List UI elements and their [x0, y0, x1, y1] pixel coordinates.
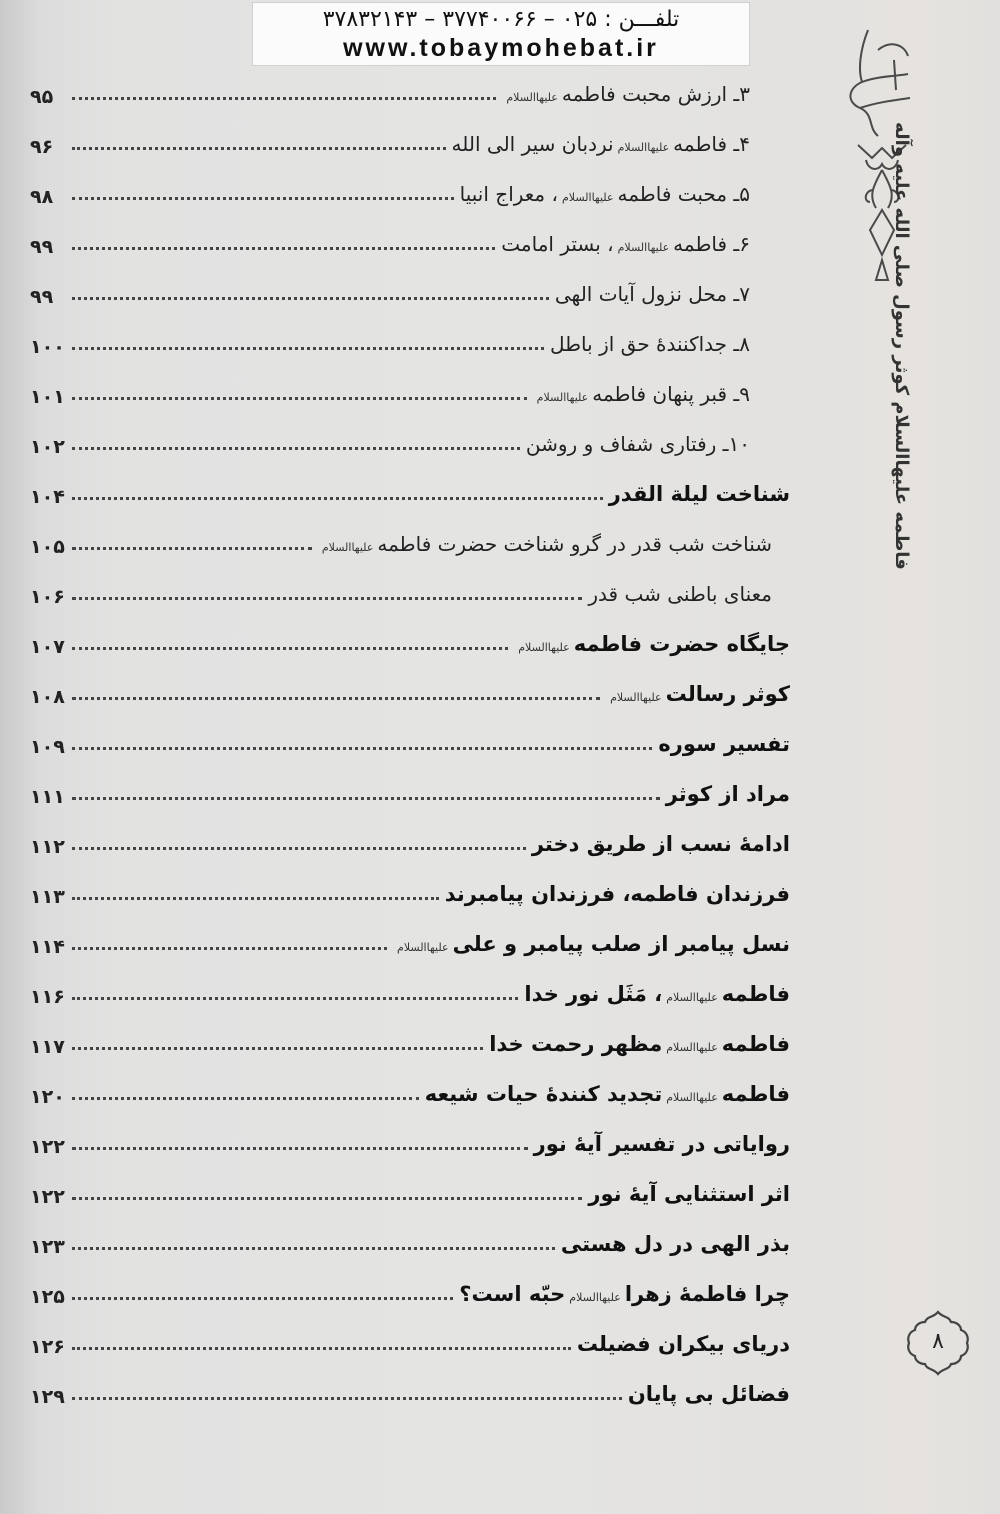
toc-entry[interactable]	[30, 428, 810, 478]
dot-leader	[72, 1096, 419, 1100]
toc-page-number: ۱۰۵	[30, 536, 65, 558]
dot-leader	[72, 946, 387, 950]
toc-title: نسل پیامبر از صلب پیامبر و علی	[452, 932, 790, 956]
toc-title: فضائل بی پایان	[627, 1382, 790, 1406]
toc-title-line	[577, 1328, 790, 1360]
phone-line	[253, 6, 749, 34]
toc-title: چرا فاطمهٔ زهرا	[624, 1282, 790, 1306]
toc-title-line	[445, 878, 790, 910]
toc-title-line	[524, 978, 790, 1010]
toc-title: جایگاه حضرت فاطمه	[573, 632, 790, 656]
toc-page-number: ۱۱۳	[30, 886, 65, 908]
dot-leader	[72, 996, 518, 1000]
honorific-glyph-icon: علیهاالسلام	[397, 941, 449, 954]
dot-leader	[72, 646, 508, 650]
honorific-glyph-icon: علیهاالسلام	[561, 191, 614, 204]
dot-leader	[72, 246, 495, 250]
toc-page-number: ۹۸	[30, 186, 54, 208]
toc-entry[interactable]	[30, 928, 810, 978]
toc-title-line	[561, 1228, 790, 1260]
toc-title-line	[534, 1128, 790, 1160]
toc-entry[interactable]	[30, 1378, 810, 1428]
toc-entry[interactable]	[30, 878, 810, 928]
honorific-glyph-icon: علیهاالسلام	[617, 241, 670, 254]
toc-title: فاطمه	[721, 1032, 790, 1056]
publisher-banner	[252, 2, 750, 66]
toc-title-line	[658, 728, 790, 760]
toc-entry[interactable]	[30, 1328, 810, 1378]
toc-title-line	[501, 228, 750, 260]
toc-title: ۵ـ محبت فاطمه	[617, 182, 750, 206]
toc-title: کوثر رسالت	[665, 682, 790, 706]
toc-entry[interactable]	[30, 78, 810, 128]
dot-leader	[72, 746, 652, 750]
toc-title-line	[532, 828, 790, 860]
toc-page-number: ۱۲۶	[30, 1336, 65, 1358]
toc-entry[interactable]	[30, 478, 810, 528]
toc-page-number: ۱۰۶	[30, 586, 65, 608]
toc-title-line	[460, 178, 750, 210]
toc-title-suffix: مظهر رحمت خدا	[489, 1032, 663, 1056]
toc-entry[interactable]	[30, 228, 810, 278]
honorific-glyph-icon: علیهاالسلام	[518, 641, 570, 654]
toc-title-line	[502, 78, 750, 110]
toc-entry[interactable]	[30, 978, 810, 1028]
dot-leader	[72, 1296, 453, 1300]
dot-leader	[72, 546, 312, 550]
toc-title-line	[459, 1278, 790, 1310]
toc-page-number: ۹۹	[30, 286, 54, 308]
toc-page-number: ۱۱۴	[30, 936, 65, 958]
dot-leader	[72, 1046, 483, 1050]
phone-label: تلفـــن :	[604, 7, 680, 32]
toc-page-number: ۱۱۶	[30, 986, 65, 1008]
toc-entry[interactable]	[30, 528, 810, 578]
toc-title: اثر استثنایی آیهٔ نور	[588, 1182, 790, 1206]
toc-page-number: ۱۲۳	[30, 1236, 65, 1258]
toc-entry[interactable]	[30, 1078, 810, 1128]
toc-entry[interactable]	[30, 728, 810, 778]
toc-title-line	[588, 1178, 790, 1210]
toc-entry[interactable]	[30, 1178, 810, 1228]
toc-entry[interactable]	[30, 1228, 810, 1278]
honorific-glyph-icon: علیهاالسلام	[666, 1091, 718, 1104]
toc-page-number: ۱۲۹	[30, 1386, 65, 1408]
toc-entry[interactable]	[30, 778, 810, 828]
toc-title-line	[452, 128, 750, 160]
toc-title-suffix: ، مَثَل نور خدا	[524, 982, 663, 1006]
toc-title-line	[666, 778, 790, 810]
dot-leader	[72, 796, 660, 800]
page-number-badge	[903, 1308, 973, 1378]
toc-entry[interactable]	[30, 378, 810, 428]
toc-entry[interactable]	[30, 328, 810, 378]
toc-title: ۸ـ جداکنندهٔ حق از باطل	[549, 332, 750, 356]
toc-page-number: ۱۰۴	[30, 486, 65, 508]
toc-title-suffix: تجدید کنندهٔ حیات شیعه	[424, 1082, 663, 1106]
honorific-glyph-icon: علیهاالسلام	[506, 91, 558, 104]
toc-title: فاطمه	[721, 1082, 790, 1106]
toc-entry[interactable]	[30, 1278, 810, 1328]
toc-title: تفسیر سوره	[658, 732, 790, 756]
honorific-glyph-icon: علیهاالسلام	[666, 991, 718, 1004]
toc-page-number: ۱۰۹	[30, 736, 65, 758]
toc-entry[interactable]	[30, 828, 810, 878]
toc-page-number: ۱۲۲	[30, 1186, 65, 1208]
dot-leader	[72, 296, 549, 300]
toc-page-number: ۹۶	[30, 136, 54, 158]
toc-page-number: ۱۰۸	[30, 686, 65, 708]
toc-title-line	[533, 378, 750, 410]
dot-leader	[72, 896, 439, 900]
toc-title: شناخت لیلة القدر	[608, 482, 790, 506]
toc-page-number: ۱۰۲	[30, 436, 65, 458]
dot-leader	[72, 1146, 528, 1150]
toc-entry[interactable]	[30, 1028, 810, 1078]
website-link[interactable]: www.tobaymohebat.ir	[343, 34, 659, 62]
toc-page-number: ۹۹	[30, 236, 54, 258]
dot-leader	[72, 846, 526, 850]
toc-title: معنای باطنی شب قدر	[588, 582, 772, 606]
toc-page-number: ۱۰۷	[30, 636, 65, 658]
dot-leader	[72, 1246, 555, 1250]
toc-page-number: ۱۱۷	[30, 1036, 65, 1058]
toc-title-line	[609, 478, 790, 510]
toc-entry[interactable]	[30, 1128, 810, 1178]
toc-title-line	[425, 1078, 790, 1110]
honorific-glyph-icon: علیهاالسلام	[610, 691, 662, 704]
toc-title-line	[489, 1028, 790, 1060]
toc-entry[interactable]	[30, 628, 810, 678]
dot-leader	[72, 96, 496, 100]
toc-title: مراد از کوثر	[665, 782, 790, 806]
toc-title: دریای بیکران فضیلت	[576, 1332, 790, 1356]
toc-title-line	[628, 1378, 790, 1410]
dot-leader	[72, 346, 544, 350]
toc-title-suffix: ، معراج انبیا	[459, 182, 558, 206]
honorific-glyph-icon: علیهاالسلام	[617, 141, 670, 154]
toc-title: ۳ـ ارزش محبت فاطمه	[561, 82, 750, 106]
dot-leader	[72, 1346, 571, 1350]
toc-title: ۶ـ فاطمه	[673, 232, 750, 256]
toc-title: ۴ـ فاطمه	[673, 132, 750, 156]
honorific-glyph-icon: علیهاالسلام	[666, 1041, 718, 1054]
toc-page-number: ۱۱۲	[30, 836, 65, 858]
toc-page-number: ۱۲۲	[30, 1136, 65, 1158]
toc-page-number: ۱۲۰	[30, 1086, 65, 1108]
toc-title: ادامهٔ نسب از طریق دختر	[531, 832, 790, 856]
honorific-glyph-icon: علیهاالسلام	[536, 391, 589, 404]
toc-page-number: ۱۱۱	[30, 786, 65, 808]
toc-title: ۷ـ محل نزول آیات الهی	[554, 282, 750, 306]
phone-numbers: ۰۲۵ – ۳۷۷۴۰۰۶۶ – ۳۷۸۳۲۱۴۳	[322, 7, 598, 32]
toc-title-line	[526, 428, 750, 460]
toc-title-suffix: حبّه است؟	[459, 1282, 566, 1306]
toc-title-line	[514, 628, 790, 660]
toc-entry[interactable]	[30, 128, 810, 178]
toc-entry[interactable]	[30, 678, 810, 728]
toc-title: ۹ـ قبر پنهان فاطمه	[592, 382, 750, 406]
toc-title-suffix: نردبان سیر الی الله	[451, 132, 614, 156]
table-of-contents	[30, 78, 810, 1428]
toc-title: فرزندان فاطمه، فرزندان پیامبرند	[444, 882, 790, 906]
dot-leader	[72, 1396, 622, 1400]
toc-page-number: ۱۰۱	[30, 386, 65, 408]
honorific-glyph-icon: علیهاالسلام	[569, 1291, 621, 1304]
dot-leader	[72, 396, 527, 400]
dot-leader	[72, 496, 603, 500]
toc-title-line	[393, 928, 790, 960]
toc-title-line	[318, 528, 772, 560]
dot-leader	[72, 446, 520, 450]
dot-leader	[72, 1196, 582, 1200]
toc-page-number: ۱۰۰	[30, 336, 65, 358]
toc-entry[interactable]	[30, 278, 810, 328]
toc-title-line	[550, 328, 750, 360]
dot-leader	[72, 696, 600, 700]
toc-page-number: ۹۵	[30, 86, 54, 108]
dot-leader	[72, 196, 454, 200]
toc-page-number: ۱۲۵	[30, 1286, 65, 1308]
toc-title: شناخت شب قدر در گرو شناخت حضرت فاطمه	[377, 532, 772, 556]
running-head: فاطمه علیهاالسلام کوثر رسول صلی الله علیه وآله	[891, 122, 912, 570]
calligraphy-ornament-icon	[838, 10, 928, 300]
toc-title-line	[606, 678, 790, 710]
toc-title: ۱۰ـ رفتاری شفاف و روشن	[525, 432, 750, 456]
honorific-glyph-icon: علیهاالسلام	[321, 541, 374, 554]
toc-title: فاطمه	[721, 982, 790, 1006]
page-number: ۸	[932, 1329, 944, 1354]
toc-title-line	[588, 578, 772, 610]
dot-leader	[72, 596, 582, 600]
toc-title: بذر الهی در دل هستی	[560, 1232, 790, 1256]
toc-entry[interactable]	[30, 178, 810, 228]
toc-title-line	[555, 278, 750, 310]
toc-entry[interactable]	[30, 578, 810, 628]
dot-leader	[72, 146, 446, 150]
toc-title: روایاتی در تفسیر آیهٔ نور	[533, 1132, 790, 1156]
toc-title-suffix: ، بستر امامت	[501, 232, 614, 256]
